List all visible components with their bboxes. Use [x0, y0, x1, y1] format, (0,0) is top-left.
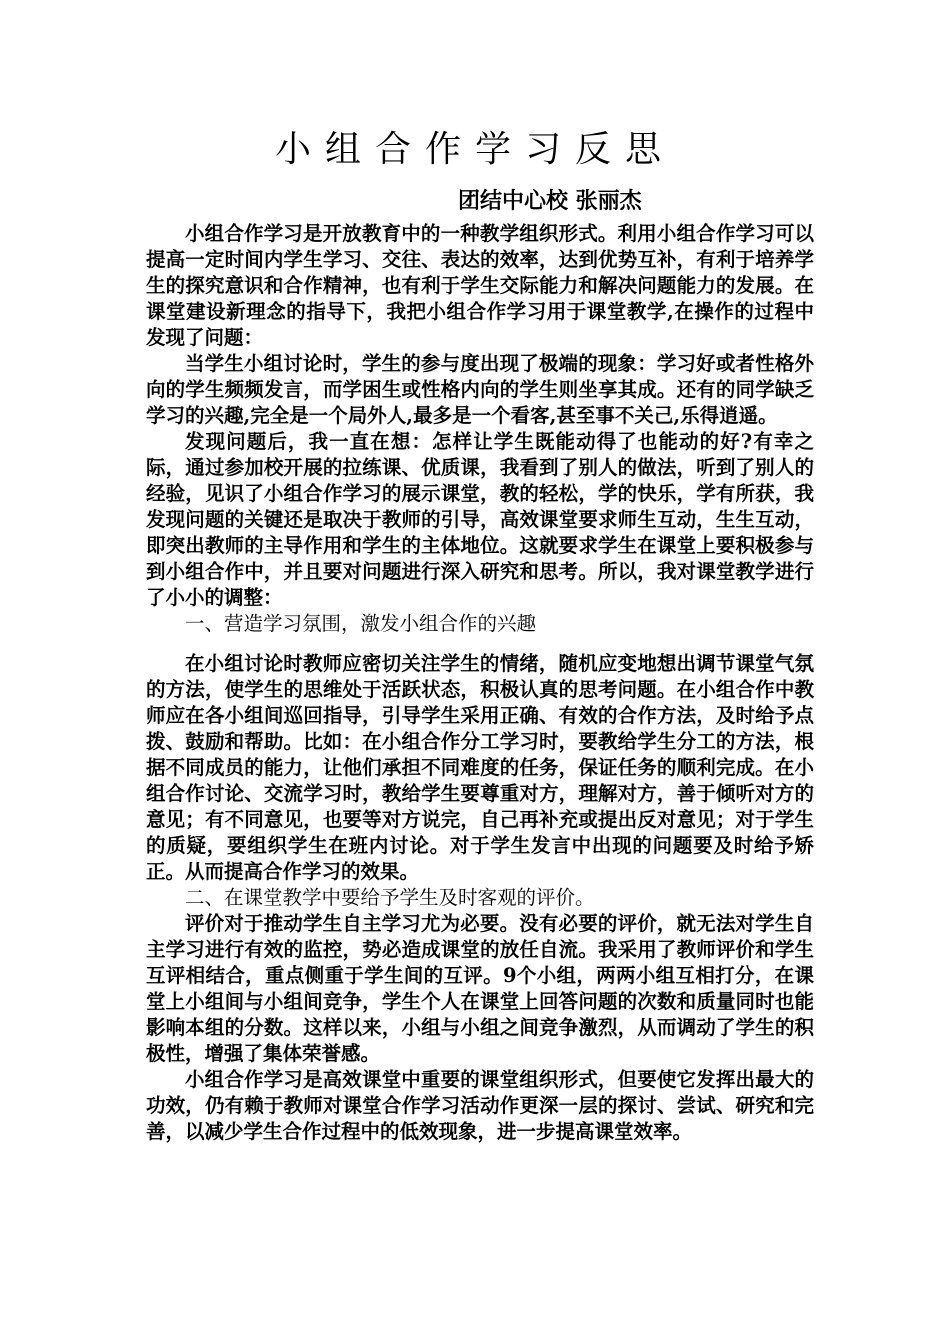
document-body	[146, 221, 814, 1145]
author-line: 团结中心校 张丽杰	[458, 188, 642, 214]
problem-paragraph: 当学生小组讨论时，学生的参与度出现了极端的现象：学习好或者性格外向的学生频频发言，而学困生或性格内向的学生则坐享其成。还有的同学缺乏学习的兴趣,完全是一个局外人,最多是一个看客,甚至事不关己,乐得逍遥。	[146, 352, 814, 427]
section-heading-2: 二、在课堂教学中要给予学生及时客观的评价。	[185, 886, 595, 909]
section-2-paragraph: 评价对于推动学生自主学习尤为必要。没有必要的评价，就无法对学生自主学习进行有效的监控，势必造成课堂的放任自流。我采用了教师评价和学生互评相结合，重点侧重于学生间的互评。9个小组，两两小组互相打分，在课堂上小组间与小组间竞争，学生个人在课堂上回答问题的次数和质量同时也能影响本组的分数。这样以来，小组与小组之间竞争激烈，从而调动了学生的积极性，增强了集体荣誉感。	[146, 912, 814, 1065]
conclusion-paragraph: 小组合作学习是高效课堂中重要的课堂组织形式，但要使它发挥出最大的功效，仍有赖于教师对课堂合作学习活动作更深一层的探讨、尝试、研究和完善，以减少学生合作过程中的低效现象，进一步提高课堂效率。	[146, 1068, 814, 1143]
intro-paragraph: 小组合作学习是开放教育中的一种教学组织形式。利用小组合作学习可以提高一定时间内学生学习、交往、表达的效率，达到优势互补，有利于培养学生的探究意识和合作精神，也有利于学生交际能力和解决问题能力的发展。在课堂建设新理念的指导下，我把小组合作学习用于课堂教学,在操作的过程中发现了问题：	[146, 222, 814, 349]
reflection-paragraph: 发现问题后，我一直在想：怎样让学生既能动得了也能动的好?有幸之际，通过参加校开展的拉练课、优质课，我看到了别人的做法，听到了别人的经验，见识了小组合作学习的展示课堂，教的轻松，学的快乐，学有所获，我发现问题的关键还是取决于教师的引导，高效课堂要求师生互动，生生互动，即突出教师的主导作用和学生的主体地位。这就要求学生在课堂上要积极参与到小组合作中，并且要对问题进行深入研究和思考。所以，我对课堂教学进行了小小的调整：	[146, 430, 814, 609]
section-1-paragraph: 在小组讨论时教师应密切关注学生的情绪，随机应变地想出调节课堂气氛的方法，使学生的思维处于活跃状态，积极认真的思考问题。在小组合作中教师应在各小组间巡回指导，引导学生采用正确、有效的合作方法，及时给予点拨、鼓励和帮助。比如：在小组合作分工学习时，要教给学生分工的方法，根据不同成员的能力，让他们承担不同难度的任务，保证任务的顺利完成。在小组合作讨论、交流学习时，教给学生要尊重对方，理解对方，善于倾听对方的意见；有不同意见，也要等对方说完，自己再补充或提出反对意见；对于学生的质疑，要组织学生在班内讨论。对于学生发言中出现的问题要及时给予矫正。从而提高合作学习的效果。	[146, 652, 814, 883]
section-heading-1: 一、营造学习氛围，激发小组合作的兴趣	[185, 612, 537, 635]
document-title: 小组合作学习反思	[274, 129, 675, 170]
